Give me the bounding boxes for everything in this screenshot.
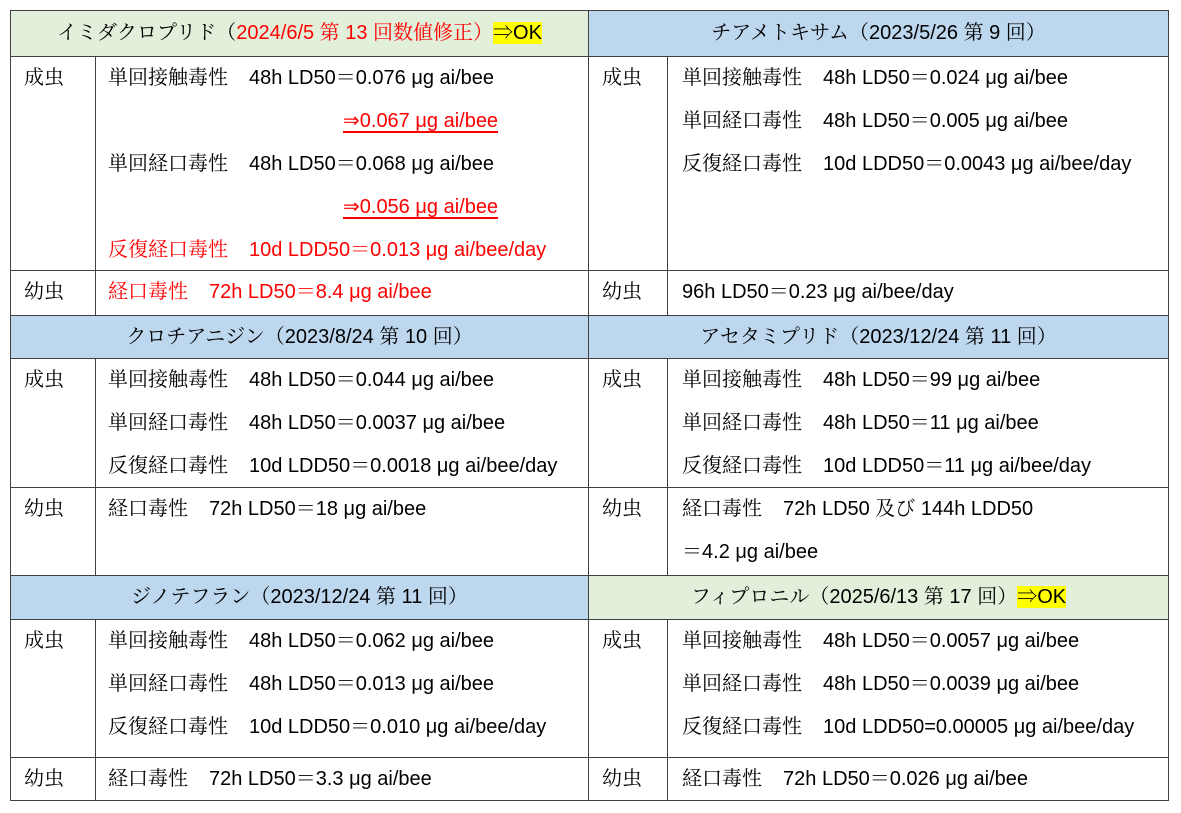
toxicity-value: 48h LD50＝11 μg ai/bee	[823, 412, 1039, 434]
toxicity-line	[108, 57, 588, 100]
adult-row	[11, 57, 1169, 271]
revised-value-line	[108, 186, 588, 229]
test-type: 単回接触毒性	[108, 630, 228, 652]
larva-toxicity-cell	[668, 758, 1169, 801]
toxicity-line	[682, 57, 1168, 100]
stage-cell	[589, 271, 668, 316]
stage-cell	[589, 758, 668, 801]
toxicity-line	[108, 620, 588, 663]
stage-cell	[11, 620, 96, 758]
test-type: 反復経口毒性	[682, 153, 803, 175]
toxicity-line	[682, 402, 1168, 445]
toxicity-value: 72h LD50＝3.3 μg ai/bee	[209, 768, 432, 790]
section-header-row	[11, 316, 1169, 359]
larva-toxicity-cell	[668, 488, 1169, 576]
toxicity-line	[682, 488, 1168, 531]
toxicity-value: 96h LD50＝0.23 μg ai/bee/day	[682, 281, 954, 303]
toxicity-value: 48h LD50＝0.076 μg ai/bee	[249, 67, 495, 89]
test-type: 単回経口毒性	[108, 673, 228, 695]
adult-toxicity-cell	[668, 57, 1169, 271]
toxicity-value: 10d LDD50＝0.0043 μg ai/bee/day	[823, 153, 1132, 175]
test-type: 経口毒性	[108, 768, 188, 790]
stage-label-adult: 成虫	[602, 369, 643, 391]
section-header-thiamethoxam	[589, 11, 1169, 57]
section-header-clothianidin	[11, 316, 589, 359]
toxicity-value: 72h LD50＝18 μg ai/bee	[209, 498, 427, 520]
toxicity-line	[108, 143, 588, 186]
toxicity-line	[682, 143, 1168, 186]
revised-value: ⇒0.056 μg ai/bee	[343, 196, 499, 218]
test-type: 単回経口毒性	[108, 412, 228, 434]
toxicity-value: 72h LD50 及び 144h LDD50	[783, 498, 1034, 520]
toxicity-line	[108, 359, 588, 402]
test-type: 単回経口毒性	[682, 110, 803, 132]
ok-status-badge: ⇒OK	[1017, 586, 1067, 608]
toxicity-line	[682, 663, 1168, 706]
section-header-dinotefuran	[11, 576, 589, 620]
toxicity-value: 72h LD50＝8.4 μg ai/bee	[209, 281, 432, 303]
stage-label-adult: 成虫	[24, 369, 64, 391]
adult-toxicity-cell	[96, 57, 589, 271]
section-title: チアメトキサム（2023/5/26 第 9 回）	[711, 22, 1046, 44]
toxicity-line	[682, 531, 1168, 574]
toxicity-value: 48h LD50＝0.0057 μg ai/bee	[823, 630, 1080, 652]
section-header-fipronil	[589, 576, 1169, 620]
toxicity-line	[108, 445, 588, 487]
stage-cell	[11, 359, 96, 488]
test-type: 反復経口毒性	[108, 455, 228, 477]
larva-toxicity-cell	[96, 758, 589, 801]
revised-value-line	[108, 100, 588, 143]
toxicity-value: 48h LD50＝0.013 μg ai/bee	[249, 673, 495, 695]
revised-value: ⇒0.067 μg ai/bee	[343, 110, 499, 132]
toxicity-line	[108, 229, 588, 270]
test-type: 単回接触毒性	[108, 369, 228, 391]
toxicity-line	[108, 271, 588, 314]
test-type: 単回接触毒性	[682, 630, 803, 652]
adult-toxicity-cell	[96, 620, 589, 758]
toxicity-line	[682, 445, 1168, 487]
test-type: 単回経口毒性	[682, 412, 803, 434]
test-type: 単回経口毒性	[108, 153, 228, 175]
adult-row	[11, 620, 1169, 758]
stage-cell	[11, 57, 96, 271]
toxicity-value: 10d LDD50＝0.013 μg ai/bee/day	[249, 239, 547, 261]
toxicity-value: 72h LD50＝0.026 μg ai/bee	[783, 768, 1029, 790]
stage-label-larva: 幼虫	[602, 768, 643, 790]
toxicity-value: 48h LD50＝0.0037 μg ai/bee	[249, 412, 506, 434]
toxicity-value: 48h LD50＝0.062 μg ai/bee	[249, 630, 495, 652]
stage-label-larva: 幼虫	[602, 498, 643, 520]
section-header-row	[11, 11, 1169, 57]
larva-toxicity-cell	[96, 488, 589, 576]
toxicity-value: 48h LD50＝0.0039 μg ai/bee	[823, 673, 1080, 695]
adult-toxicity-cell	[668, 620, 1169, 758]
stage-label-larva: 幼虫	[24, 768, 64, 790]
test-type: 単回接触毒性	[108, 67, 228, 89]
stage-label-adult: 成虫	[24, 67, 64, 89]
stage-cell	[589, 359, 668, 488]
stage-cell	[11, 758, 96, 801]
larva-row	[11, 758, 1169, 801]
section-header-imidacloprid	[11, 11, 589, 57]
toxicity-line	[682, 706, 1168, 749]
toxicity-value: 10d LDD50=0.00005 μg ai/bee/day	[823, 716, 1135, 738]
test-type: 反復経口毒性	[682, 455, 803, 477]
stage-label-adult: 成虫	[24, 630, 64, 652]
section-title: フィプロニル（2025/6/13 第 17 回）	[690, 586, 1018, 608]
toxicity-line	[682, 758, 1168, 800]
larva-row	[11, 488, 1169, 576]
bee-toxicity-table	[10, 10, 1169, 801]
section-title: イミダクロプリド（	[57, 22, 237, 44]
toxicity-line	[682, 100, 1168, 143]
adult-row	[11, 359, 1169, 488]
stage-label-adult: 成虫	[602, 67, 643, 89]
toxicity-value: 48h LD50＝0.024 μg ai/bee	[823, 67, 1069, 89]
stage-cell	[589, 488, 668, 576]
stage-cell	[589, 620, 668, 758]
toxicity-value: 48h LD50＝0.044 μg ai/bee	[249, 369, 495, 391]
toxicity-value: 48h LD50＝99 μg ai/bee	[823, 369, 1041, 391]
larva-toxicity-cell	[96, 271, 589, 316]
stage-cell	[11, 488, 96, 576]
test-type: 経口毒性	[682, 768, 763, 790]
stage-cell	[589, 57, 668, 271]
toxicity-line	[682, 271, 1168, 314]
stage-cell	[11, 271, 96, 316]
toxicity-value: 10d LDD50＝0.0018 μg ai/bee/day	[249, 455, 558, 477]
toxicity-value: 10d LDD50＝0.010 μg ai/bee/day	[249, 716, 547, 738]
test-type: 経口毒性	[682, 498, 763, 520]
test-type: 経口毒性	[108, 281, 188, 303]
toxicity-value: 10d LDD50＝11 μg ai/bee/day	[823, 455, 1092, 477]
ok-status-badge: ⇒OK	[493, 22, 542, 44]
toxicity-value: 48h LD50＝0.005 μg ai/bee	[823, 110, 1069, 132]
stage-label-larva: 幼虫	[24, 498, 64, 520]
toxicity-value: 48h LD50＝0.068 μg ai/bee	[249, 153, 495, 175]
section-title: クロチアニジン（2023/8/24 第 10 回）	[126, 326, 473, 348]
test-type: 反復経口毒性	[108, 716, 228, 738]
test-type: 単回接触毒性	[682, 369, 803, 391]
toxicity-line	[108, 402, 588, 445]
test-type: 反復経口毒性	[682, 716, 803, 738]
toxicity-line	[682, 359, 1168, 402]
toxicity-line	[108, 706, 588, 749]
revision-note: 2024/6/5 第 13 回数値修正）	[236, 22, 494, 44]
toxicity-line	[682, 620, 1168, 663]
test-type: 経口毒性	[108, 498, 188, 520]
adult-toxicity-cell	[668, 359, 1169, 488]
toxicity-line	[108, 663, 588, 706]
toxicity-line	[108, 488, 588, 531]
stage-label-larva: 幼虫	[24, 281, 64, 303]
stage-label-larva: 幼虫	[602, 281, 643, 303]
section-header-acetamiprid	[589, 316, 1169, 359]
test-type: 単回接触毒性	[682, 67, 803, 89]
larva-row	[11, 271, 1169, 316]
section-title: アセタミプリド（2023/12/24 第 11 回）	[700, 326, 1057, 348]
toxicity-value: ＝4.2 μg ai/bee	[682, 541, 819, 563]
adult-toxicity-cell	[96, 359, 589, 488]
test-type: 反復経口毒性	[108, 239, 228, 261]
section-header-row	[11, 576, 1169, 620]
larva-toxicity-cell	[668, 271, 1169, 316]
section-title: ジノテフラン（2023/12/24 第 11 回）	[131, 586, 468, 608]
stage-label-adult: 成虫	[602, 630, 643, 652]
toxicity-line	[108, 758, 588, 800]
test-type: 単回経口毒性	[682, 673, 803, 695]
